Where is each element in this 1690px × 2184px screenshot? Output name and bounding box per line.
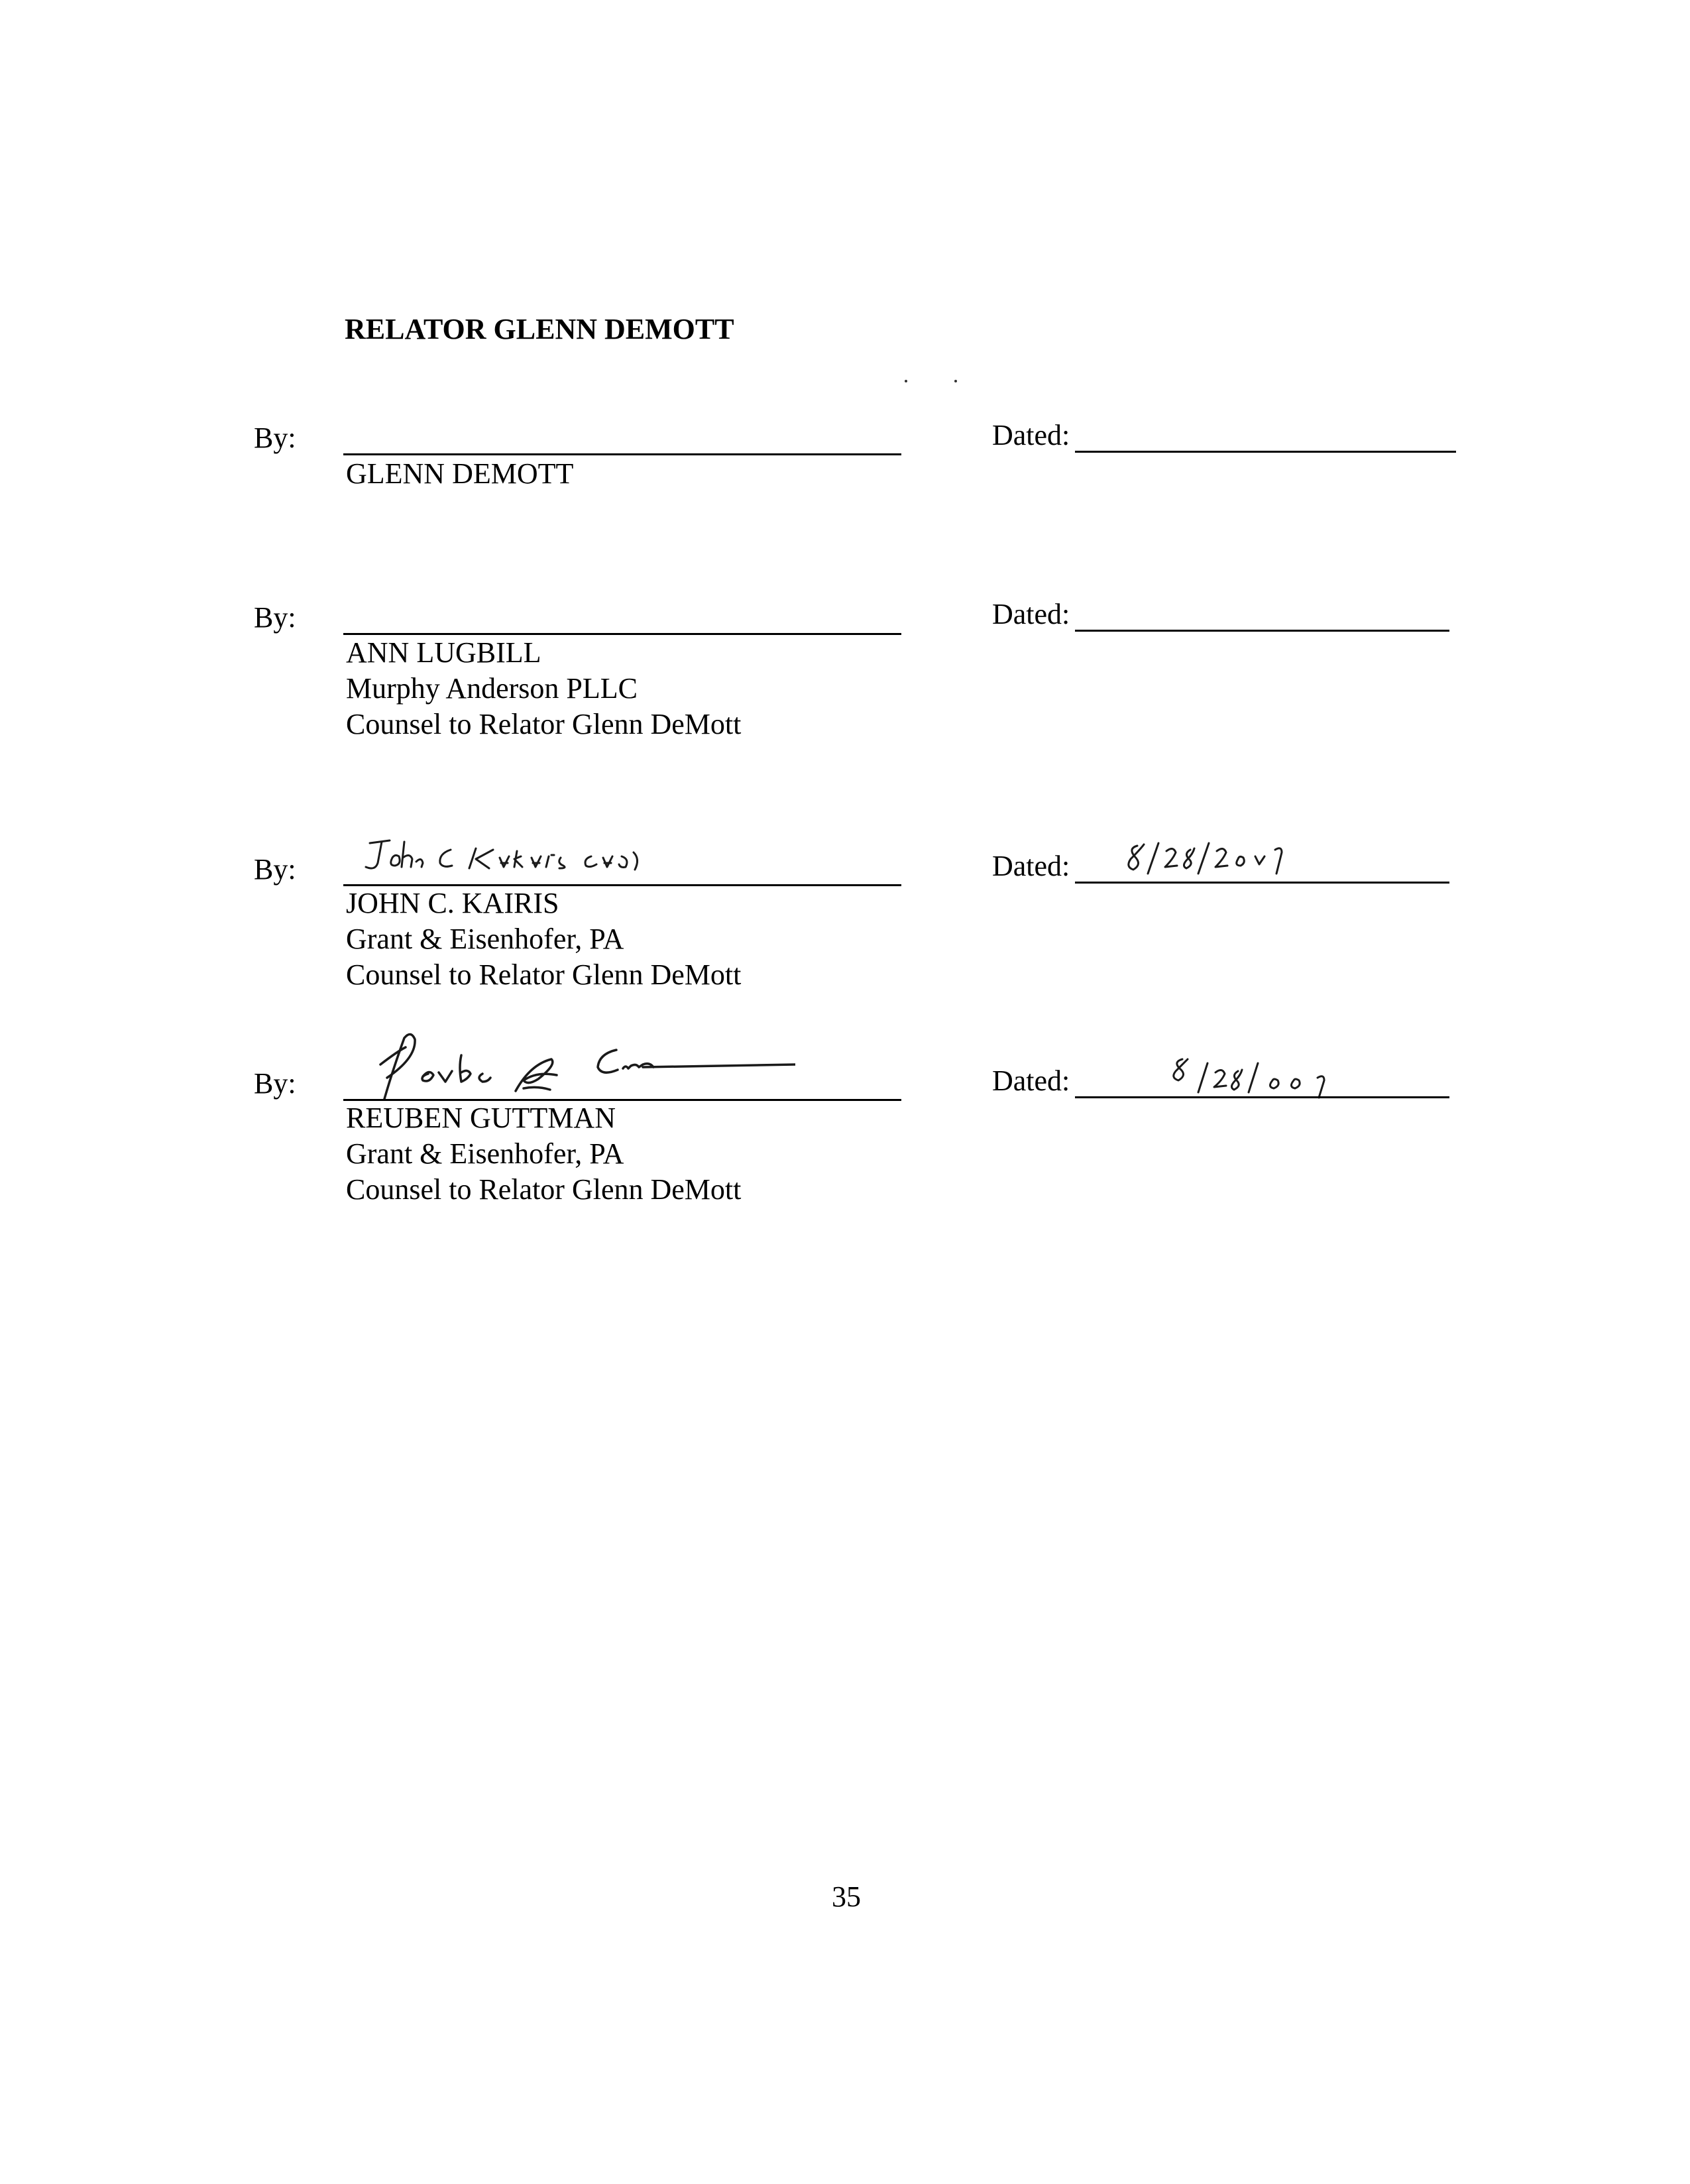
signature-line [343,453,901,455]
section-heading: RELATOR GLENN DEMOTT [345,313,734,345]
handwritten-signature [358,836,669,884]
signatory-role: Counsel to Relator Glenn DeMott [346,708,742,740]
signatory-firm: Grant & Eisenhofer, PA [346,923,624,955]
signatory-role: Counsel to Relator Glenn DeMott [346,1173,742,1206]
signatory-name: JOHN C. KAIRIS [346,887,559,919]
date-line [1075,882,1449,884]
by-label: By: [254,601,296,634]
scan-speck [954,380,957,382]
dated-label: Dated: [992,419,1070,451]
by-label: By: [254,422,296,454]
date-line [1075,630,1449,632]
handwritten-date [1120,836,1312,884]
scan-speck [905,380,907,382]
signatory-name: GLENN DEMOTT [346,457,574,490]
dated-label: Dated: [992,850,1070,882]
signatory-role: Counsel to Relator Glenn DeMott [346,958,742,991]
page-number: 35 [832,1880,861,1913]
dated-label: Dated: [992,1064,1070,1097]
by-label: By: [254,1067,296,1100]
signatory-firm: Murphy Anderson PLLC [346,672,638,705]
handwritten-signature [358,1025,795,1104]
date-line [1075,1096,1449,1098]
date-line [1075,451,1456,453]
signatory-name: ANN LUGBILL [346,636,541,669]
signatory-name: REUBEN GUTTMAN [346,1102,616,1134]
dated-label: Dated: [992,598,1070,630]
by-label: By: [254,853,296,886]
signatory-firm: Grant & Eisenhofer, PA [346,1137,624,1170]
handwritten-date [1166,1054,1359,1102]
